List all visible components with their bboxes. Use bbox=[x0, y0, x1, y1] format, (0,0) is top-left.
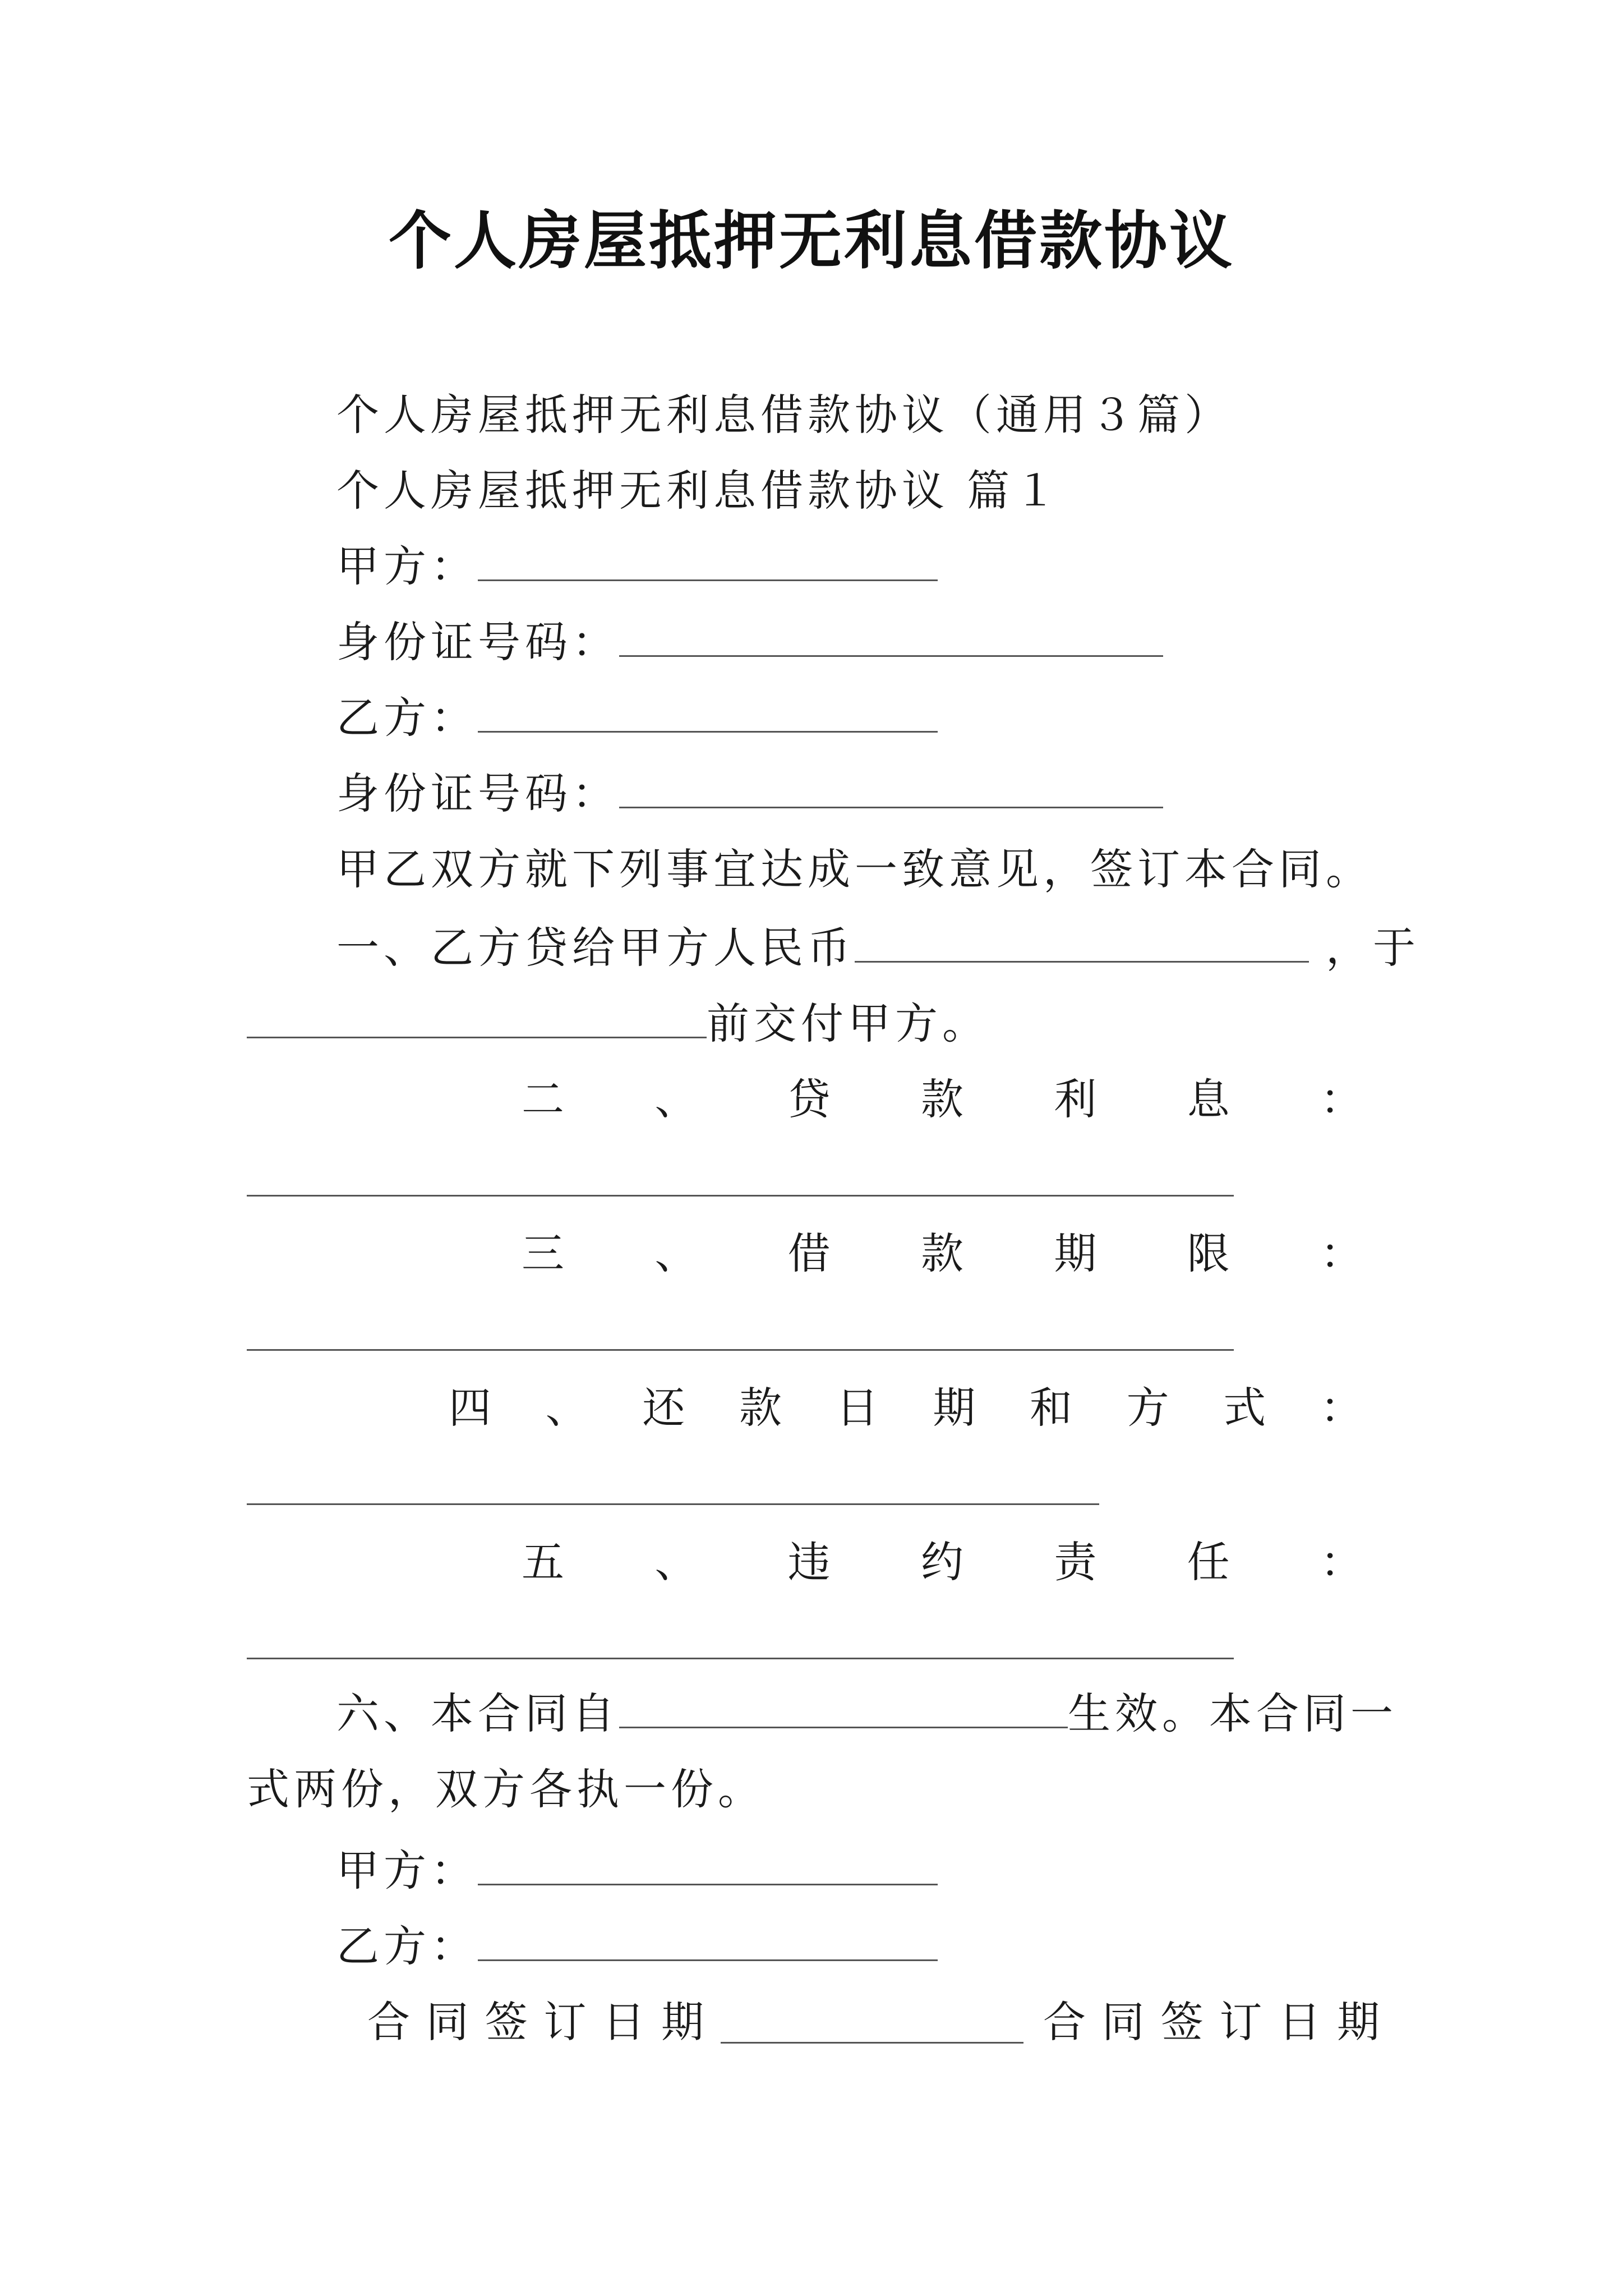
clause2-char: 息 bbox=[1187, 1074, 1230, 1124]
clause4-char: 方 bbox=[1126, 1383, 1169, 1433]
clause-6-line-1 bbox=[336, 1686, 1398, 1742]
clause3-char: 期 bbox=[1054, 1228, 1097, 1278]
clause5-char: 约 bbox=[920, 1537, 963, 1587]
clause-4-heading bbox=[449, 1380, 1363, 1436]
clause4-char: 、 bbox=[545, 1383, 588, 1433]
clause4-char: 期 bbox=[933, 1383, 976, 1433]
id-blank-2 bbox=[619, 767, 1163, 808]
clause-4-blank bbox=[247, 1503, 1099, 1505]
clause-5-blank bbox=[247, 1658, 1234, 1659]
clause-6-line-2: 式两份，双方各执一份。 bbox=[247, 1764, 765, 1814]
clause-1-line-1 bbox=[336, 920, 1420, 976]
party-b-line bbox=[336, 690, 938, 746]
clause2-char: 款 bbox=[920, 1074, 963, 1124]
date2-char: 签 bbox=[1160, 1997, 1204, 2047]
sign-date-label-1 bbox=[367, 1994, 704, 2050]
date1-char: 期 bbox=[661, 1997, 704, 2047]
sign-party-a-label: 甲方： bbox=[336, 1846, 478, 1895]
party-a-label: 甲方： bbox=[336, 541, 478, 591]
clause3-char: 借 bbox=[787, 1228, 831, 1278]
clause-3-heading bbox=[522, 1226, 1363, 1282]
document-subtitle: 个人房屋抵押无利息借款协议（通用３篇） bbox=[336, 390, 1232, 440]
sign-date-label-2 bbox=[1043, 1994, 1380, 2050]
clause4-char: 款 bbox=[739, 1383, 782, 1433]
date2-char: 合 bbox=[1043, 1997, 1086, 2047]
id-line-2 bbox=[336, 766, 1163, 822]
clause-3-blank bbox=[247, 1349, 1234, 1351]
clause-1-date-blank bbox=[247, 997, 707, 1038]
party-a-line bbox=[336, 539, 938, 595]
clause-5-heading bbox=[522, 1534, 1363, 1590]
clause3-char: 款 bbox=[920, 1228, 963, 1278]
clause3-char: 限 bbox=[1187, 1228, 1230, 1278]
clause2-char: ： bbox=[1320, 1074, 1363, 1124]
date1-char: 日 bbox=[602, 1997, 645, 2047]
clause3-char: ： bbox=[1320, 1228, 1363, 1278]
clause-1-amount-blank bbox=[855, 922, 1309, 963]
date2-char: 订 bbox=[1219, 1997, 1262, 2047]
clause-1-line-2 bbox=[247, 996, 989, 1052]
clause-2-blank bbox=[247, 1195, 1234, 1197]
id-line-1 bbox=[336, 614, 1163, 670]
clause-6-start: 六、本合同自 bbox=[336, 1688, 619, 1738]
clause-1-end: 前交付甲方。 bbox=[707, 999, 989, 1048]
clause4-char: 日 bbox=[836, 1383, 879, 1433]
clause4-char: 还 bbox=[642, 1383, 685, 1433]
id-blank-1 bbox=[619, 616, 1163, 657]
clause-2-heading bbox=[522, 1071, 1363, 1128]
id-label-2: 身份证号码： bbox=[336, 769, 619, 818]
clause5-char: 责 bbox=[1054, 1537, 1097, 1587]
date2-char: 同 bbox=[1101, 1997, 1145, 2047]
agreement-intro: 甲乙双方就下列事宜达成一致意见，签订本合同。 bbox=[336, 844, 1373, 894]
clause-1-mid: ，于 bbox=[1326, 923, 1420, 973]
clause-1-start: 一、乙方贷给甲方人民币 bbox=[336, 923, 855, 973]
clause5-char: ： bbox=[1320, 1537, 1363, 1587]
sign-party-b-label: 乙方： bbox=[336, 1921, 478, 1971]
sign-party-b-blank bbox=[478, 1920, 938, 1961]
clause4-char: 式 bbox=[1223, 1383, 1266, 1433]
sign-party-a-blank bbox=[478, 1844, 938, 1885]
clause5-char: 违 bbox=[787, 1537, 831, 1587]
date1-char: 同 bbox=[426, 1997, 469, 2047]
clause3-char: 、 bbox=[654, 1228, 698, 1278]
date2-char: 日 bbox=[1278, 1997, 1321, 2047]
clause-6-date-blank bbox=[619, 1687, 1068, 1728]
clause2-char: 利 bbox=[1054, 1074, 1097, 1124]
section-heading: 个人房屋抵押无利息借款协议 篇１ bbox=[336, 466, 1062, 516]
date1-char: 合 bbox=[367, 1997, 410, 2047]
clause5-char: 任 bbox=[1187, 1537, 1230, 1587]
document-title: 个人房屋抵押无利息借款协议 bbox=[389, 204, 1234, 278]
clause5-char: 、 bbox=[654, 1537, 698, 1587]
party-b-blank bbox=[478, 692, 938, 733]
date1-char: 签 bbox=[485, 1997, 528, 2047]
clause4-char: 和 bbox=[1029, 1383, 1072, 1433]
clause3-char: 三 bbox=[522, 1228, 564, 1278]
sign-date-blank bbox=[721, 2042, 1023, 2044]
clause2-char: 、 bbox=[654, 1074, 698, 1124]
clause5-char: 五 bbox=[522, 1537, 564, 1587]
id-label-1: 身份证号码： bbox=[336, 617, 619, 667]
party-b-label: 乙方： bbox=[336, 693, 478, 743]
date1-char: 订 bbox=[543, 1997, 587, 2047]
clause2-char: 二 bbox=[522, 1074, 564, 1124]
date2-char: 期 bbox=[1336, 1997, 1380, 2047]
clause-6-mid: 生效。本合同一 bbox=[1068, 1688, 1398, 1738]
sign-party-a-line bbox=[336, 1843, 938, 1899]
clause2-char: 贷 bbox=[787, 1074, 831, 1124]
clause4-char: ： bbox=[1320, 1383, 1363, 1433]
clause4-char: 四 bbox=[449, 1383, 491, 1433]
party-a-blank bbox=[478, 540, 938, 581]
sign-party-b-line bbox=[336, 1918, 938, 1975]
